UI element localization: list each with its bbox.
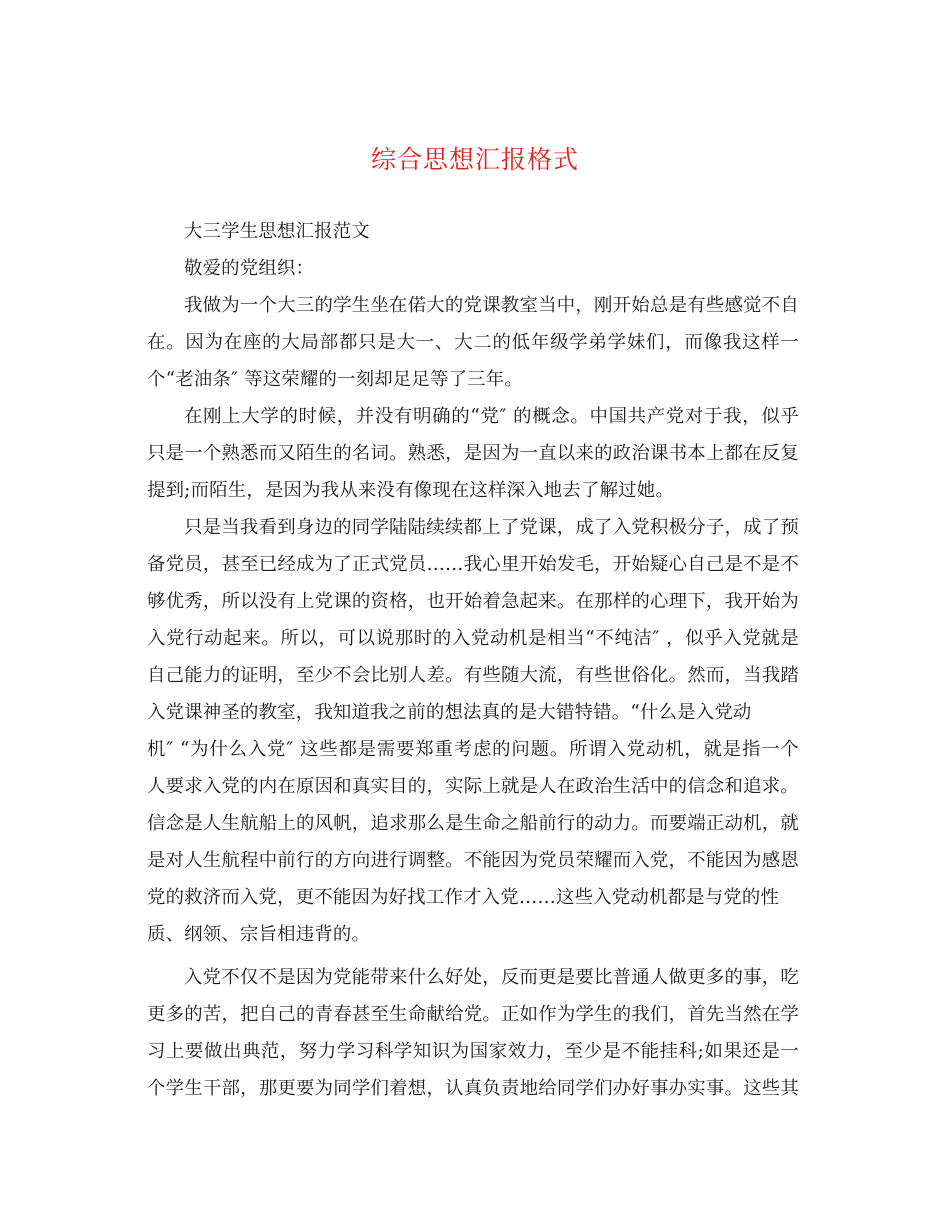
paragraph-line: 个“老油条″ 等这荣耀的一刻却足足等了三年。 bbox=[147, 369, 523, 390]
paragraph-line: 入党不仅不是因为党能带来什么好处，反而更是要比普通人做更多的事，吃 bbox=[184, 967, 799, 988]
paragraph-line: 更多的苦，把自己的青春甚至生命献给党。正如作为学生的我们，首先当然在学 bbox=[147, 1004, 799, 1025]
paragraph-line: 机″ “为什么入党″ 这些都是需要郑重考虑的问题。所谓入党动机，就是指一个 bbox=[147, 739, 799, 760]
paragraph-line: 只是当我看到身边的同学陆陆续续都上了党课，成了入党积极分子，成了预 bbox=[184, 517, 799, 538]
paragraph-line: 个学生干部，那更要为同学们着想，认真负责地给同学们办好事办实事。这些其 bbox=[147, 1078, 799, 1099]
subtitle: 大三学生思想汇报范文 bbox=[184, 221, 370, 242]
paragraph-line: 够优秀，所以没有上党课的资格，也开始着急起来。在那样的心理下，我开始为 bbox=[147, 591, 799, 612]
paragraph-line: 人要求入党的内在原因和真实目的，实际上就是人在政治生活中的信念和追求。 bbox=[147, 776, 799, 797]
paragraph-3 bbox=[147, 509, 799, 953]
paragraph-line: 质、纲领、宗旨相违背的。 bbox=[147, 924, 371, 945]
paragraph-line: 入党行动起来。所以，可以说那时的入党动机是相当“不纯洁″ ，似乎入党就是 bbox=[147, 628, 799, 649]
paragraph-1 bbox=[147, 287, 799, 398]
paragraph-line: 我做为一个大三的学生坐在偌大的党课教室当中，刚开始总是有些感觉不自 bbox=[184, 295, 799, 316]
paragraph-line: 提到;而陌生，是因为我从来没有像现在这样深入地去了解过她。 bbox=[147, 480, 674, 501]
paragraph-line: 是对人生航程中前行的方向进行调整。不能因为党员荣耀而入党，不能因为感恩 bbox=[147, 850, 799, 871]
paragraph-line: 备党员，甚至已经成为了正式党员……我心里开始发毛，开始疑心自己是不是不 bbox=[147, 554, 799, 575]
document-body bbox=[147, 213, 799, 1107]
paragraph-line: 只是一个熟悉而又陌生的名词。熟悉，是因为一直以来的政治课书本上都在反复 bbox=[147, 443, 799, 464]
paragraph-line: 在。因为在座的大局部都只是大一、大二的低年级学弟学妹们，而像我这样一 bbox=[147, 332, 799, 353]
document-title: 综合思想汇报格式 bbox=[370, 145, 579, 174]
paragraph-4 bbox=[147, 959, 799, 1107]
paragraph-line: 党的救济而入党，更不能因为好找工作才入党……这些入党动机都是与党的性 bbox=[147, 887, 780, 908]
paragraph-line: 在刚上大学的时候，并没有明确的“党″ 的概念。中国共产党对于我，似乎 bbox=[184, 406, 799, 427]
paragraph-line: 自己能力的证明，至少不会比别人差。有些随大流，有些世俗化。然而，当我踏 bbox=[147, 665, 799, 686]
paragraph-2 bbox=[147, 398, 799, 509]
paragraph-line: 习上要做出典范，努力学习科学知识为国家效力，至少是不能挂科;如果还是一 bbox=[147, 1041, 799, 1062]
paragraph-line: 入党课神圣的教室，我知道我之前的想法真的是大错特错。“什么是入党动 bbox=[147, 702, 752, 723]
salutation: 敬爱的党组织： bbox=[184, 258, 315, 279]
paragraph-line: 信念是人生航船上的风帆，追求那么是生命之船前行的动力。而要端正动机，就 bbox=[147, 813, 799, 834]
